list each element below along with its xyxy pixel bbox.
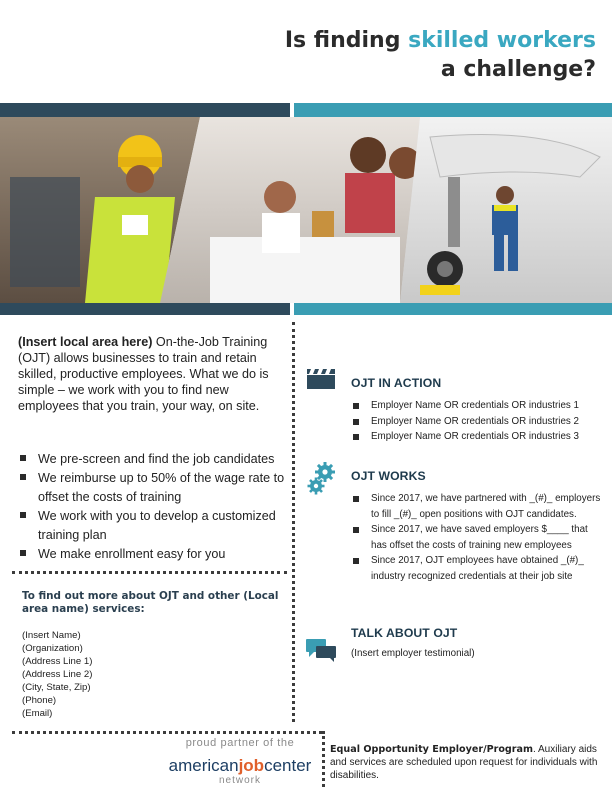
- list-item: We make enrollment easy for you: [18, 545, 288, 564]
- footer-divider: [12, 731, 322, 734]
- section-divider: [12, 571, 287, 574]
- contact-address-1: (Address Line 1): [22, 656, 93, 667]
- page-headline: [285, 26, 596, 84]
- ojt-works-list: [351, 491, 601, 584]
- clapperboard-icon: [306, 368, 336, 390]
- headline-line2: a challenge?: [440, 57, 596, 82]
- contact-organization: (Organization): [22, 643, 83, 654]
- footer-column-divider: [322, 731, 325, 787]
- photo-collage: [0, 117, 612, 303]
- contact-heading: To find out more about OJT and other (Local area name) services:: [22, 590, 279, 615]
- column-divider: [292, 322, 295, 722]
- list-item: Since 2017, we have partnered with _(#)_ employers to fill _(#)_ open positions with OJT candidates.: [351, 491, 601, 522]
- logo-network: network: [218, 775, 261, 786]
- equal-opportunity-statement: [330, 743, 600, 782]
- list-item: Employer Name OR credentials OR industries 3: [351, 429, 601, 445]
- gears-icon: [306, 462, 336, 496]
- intro-text: On-the-Job Training (OJT) allows businesses to train and retain skilled, productive employees. What we do is simple – we work with you to find new employees that you train, your way, on site.: [18, 335, 269, 413]
- contact-block: [22, 629, 92, 720]
- logo-word-center: center: [264, 756, 312, 775]
- eoe-text: . Auxiliary aids and services are scheduled upon request for individuals with disabilities.: [330, 744, 598, 781]
- talk-about-ojt-title: TALK ABOUT OJT: [351, 626, 458, 640]
- local-area-placeholder: (Insert local area here): [18, 335, 153, 349]
- logo-word-job: job: [238, 756, 265, 775]
- ojt-works-title: OJT WORKS: [351, 469, 426, 483]
- contact-address-2: (Address Line 2): [22, 669, 93, 680]
- partner-tagline: proud partner of the: [185, 737, 295, 749]
- intro-paragraph: [18, 334, 286, 414]
- list-item: We reimburse up to 50% of the wage rate to offset the costs of training: [18, 469, 288, 507]
- list-item: Employer Name OR credentials OR industries 1: [351, 398, 601, 414]
- list-item: Since 2017, OJT employees have obtained _(#)_ industry recognized credentials at their job site: [351, 553, 601, 584]
- speech-bubbles-icon: [305, 638, 337, 662]
- headline-line1: Is finding: [284, 28, 409, 53]
- bottom-color-bar: [0, 303, 612, 315]
- collage-illustration: [0, 117, 612, 303]
- testimonial-placeholder: (Insert employer testimonial): [351, 648, 475, 659]
- american-job-center-logo: [165, 737, 315, 786]
- list-item: We pre-screen and find the job candidates: [18, 450, 288, 469]
- top-color-bar: [0, 103, 612, 117]
- list-item: We work with you to develop a customized training plan: [18, 507, 288, 545]
- logo-word-american: american: [168, 756, 239, 775]
- list-item: Employer Name OR credentials OR industries 2: [351, 414, 601, 430]
- contact-city-state-zip: (City, State, Zip): [22, 682, 91, 693]
- ojt-in-action-list: [351, 398, 601, 445]
- eoe-bold: Equal Opportunity Employer/Program: [330, 744, 533, 755]
- benefits-list: [18, 450, 288, 564]
- ojt-in-action-title: OJT IN ACTION: [351, 376, 442, 390]
- headline-accent: skilled workers: [408, 28, 596, 53]
- contact-phone: (Phone): [22, 695, 57, 706]
- list-item: Since 2017, we have saved employers $____ that has offset the costs of training new employees: [351, 522, 601, 553]
- contact-email: (Email): [22, 708, 53, 719]
- contact-name: (Insert Name): [22, 630, 81, 641]
- logo-wordmark: [165, 755, 315, 777]
